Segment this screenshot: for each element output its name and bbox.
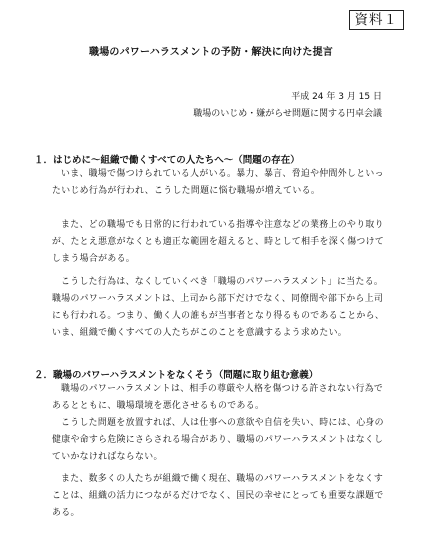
section-2-paragraph-1: 職場のパワーハラスメントは、相手の尊厳や人格を傷つける許されない行為であるとともに、職場環境を悪化させるものである。 bbox=[52, 384, 384, 411]
reference-label: 資料１ bbox=[349, 10, 405, 30]
section-2-paragraph-2: こうした問題を放置すれば、人は仕事への意欲や自信を失い、時には、心身の健康や命すら危険にさらされる場合があり、職場のパワーハラスメントはなくしていかなければならない。 bbox=[52, 418, 384, 462]
section-heading-2: ２．職場のパワーハラスメントをなくそう（問題に取り組む意義） bbox=[34, 370, 319, 381]
section-2-paragraph-3: また、数多くの人たちが組織で働く現在、職場のパワーハラスメントをなくすことは、組織の活力につながるだけでなく、国民の幸せにとっても重要な課題である。 bbox=[52, 474, 384, 518]
section-heading-1: １．はじめに～組織で働くすべての人たちへ～（問題の存在） bbox=[34, 155, 300, 166]
issuing-organization: 職場のいじめ・嫌がらせ問題に関する円卓会議 bbox=[193, 109, 382, 119]
section-1-paragraph-1: いま、職場で傷つけられている人がいる。暴力、暴言、脅迫や仲間外しといったいじめ行為が行われ、こうした問題に悩む職場が増えている。 bbox=[52, 169, 384, 196]
document-title: 職場のパワーハラスメントの予防・解決に向けた提言 bbox=[89, 47, 333, 58]
section-1-paragraph-3: こうした行為は、なくしていくべき「職場のパワーハラスメント」に当たる。職場のパワーハラスメントは、上司から部下だけでなく、同僚間や部下から上司にも行われる。つまり、働く人の誰もが当事者となり得るものであることから、いま、組織で働くすべての人たちがこのことを意識するよう求めたい。 bbox=[52, 277, 385, 338]
section-1-paragraph-2: また、どの職場でも日常的に行われている指導や注意などの業務上のやり取りが、たとえ悪意がなくとも適正な範囲を超えると、時として相手を深く傷つけてしまう場合がある。 bbox=[52, 220, 385, 264]
document-date: 平成 24 年 3 月 15 日 bbox=[291, 92, 382, 102]
